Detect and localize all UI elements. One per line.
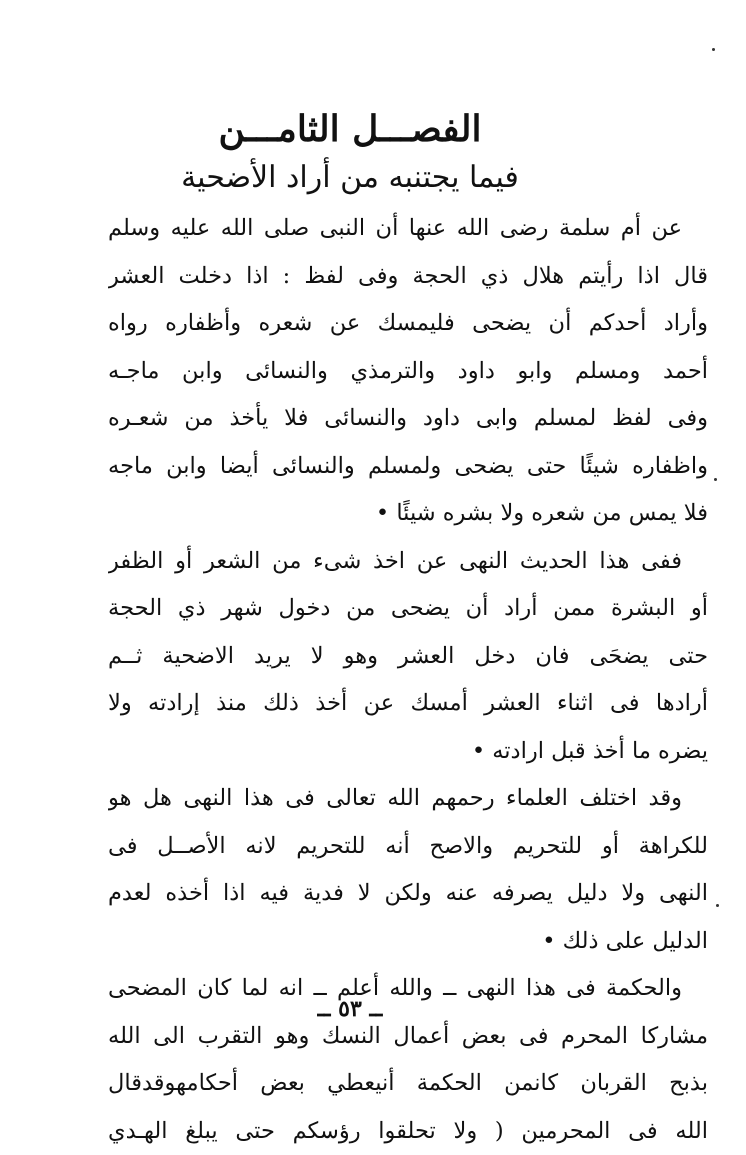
text-line: بذبح القربان كانمن الحكمة أنيعطي بعض أحكامهوقدقال [108,1060,708,1108]
text-line: واظفاره شيئًا حتى يضحى ولمسلم والنسائى أيضا وابن ماجه [108,443,708,491]
text-line: مشاركا المحرم فى بعض أعمال النسك وهو التقرب الى الله [108,1013,708,1061]
text-line: وأراد أحدكم أن يضحى فليمسك عن شعره وأظفاره رواه [108,300,708,348]
page-number: ــ ٥٣ ــ [0,996,700,1022]
scan-speck [714,478,717,481]
text-line: الله فى المحرمين ( ولا تحلقوا رؤسكم حتى يبلغ الهـدي [108,1108,708,1155]
text-line: أحمد ومسلم وابو داود والترمذي والنسائى وابن ماجـه [108,348,708,396]
text-line: النهى ولا دليل يصرفه عنه ولكن لا فدية فيه اذا أخذه لعدم [108,870,708,918]
scan-speck [712,48,715,51]
text-line: عن أم سلمة رضى الله عنها أن النبى صلى الله عليه وسلم [108,205,708,253]
text-line: أرادها فى اثناء العشر أمسك عن أخذ ذلك منذ إرادته ولا [108,680,708,728]
text-line: والحكمة فى هذا النهى ــ والله أعلم ــ انه لما كان المضحى [108,965,708,1013]
text-line: للكراهة أو للتحريم والاصح أنه للتحريم لانه الأصــل فى [108,823,708,871]
text-line: ففى هذا الحديث النهى عن اخذ شىء من الشعر أو الظفر [108,538,708,586]
text-line: أو البشرة ممن أراد أن يضحى من دخول شهر ذي الحجة [108,585,708,633]
text-line: حتى يضحَى فان دخل العشر وهو لا يريد الاضحية ثــم [108,633,708,681]
text-line: وفى لفظ لمسلم وابى داود والنسائى فلا يأخذ من شعـره [108,395,708,443]
text-line: قال اذا رأيتم هلال ذي الحجة وفى لفظ : اذا دخلت العشر [108,253,708,301]
text-line: فلا يمس من شعره ولا بشره شيئًا • [108,490,708,538]
scan-speck [716,904,719,907]
text-line: يضره ما أخذ قبل ارادته • [108,728,708,776]
text-line: الدليل على ذلك • [108,918,708,966]
chapter-title: الفصـــل الثامـــن [0,108,700,150]
text-line: وقد اختلف العلماء رحمهم الله تعالى فى هذا النهى هل هو [108,775,708,823]
chapter-subtitle: فيما يجتنبه من أراد الأضحية [0,160,700,195]
